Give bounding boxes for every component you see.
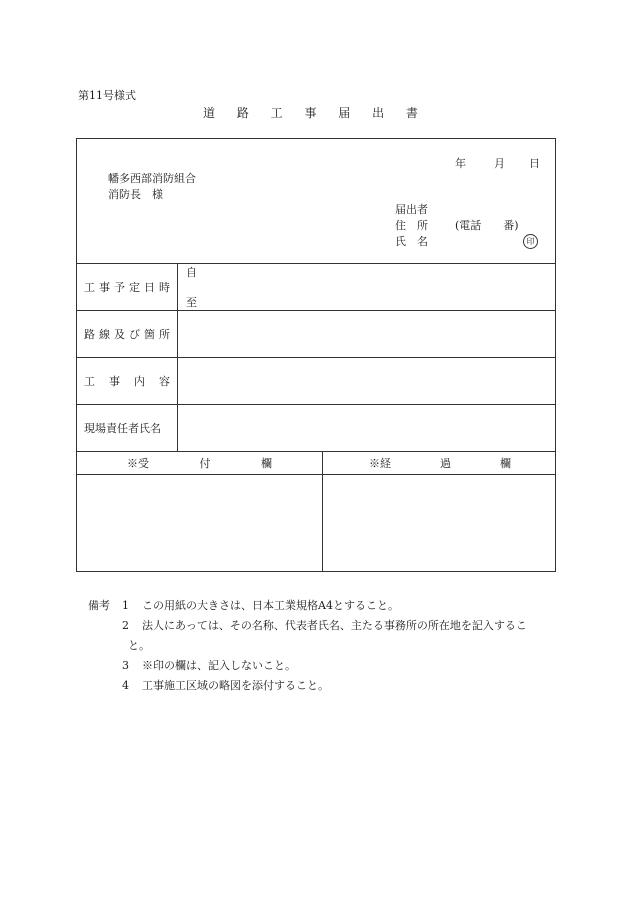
date-year-label: 年 xyxy=(455,157,466,170)
divider xyxy=(177,263,178,451)
date-month-label: 月 xyxy=(494,157,505,170)
row-label-work-content: 工 事 内 容 xyxy=(84,375,170,388)
note-number: 1 xyxy=(122,599,129,612)
note-number: 3 xyxy=(122,659,129,672)
note-text-continuation: と。 xyxy=(128,639,150,652)
divider xyxy=(77,474,555,475)
notifier-phone-label: (電話 番) xyxy=(455,219,519,232)
row-label-site-manager: 現場責任者氏名 xyxy=(84,422,161,435)
notes-heading: 備考 xyxy=(88,599,110,612)
divider xyxy=(77,451,555,452)
reception-column-header: ※受 付 欄 xyxy=(127,457,272,470)
seal-mark: 印 xyxy=(523,234,538,249)
addressee-organization: 幡多西部消防組合 xyxy=(108,172,196,185)
note-text: ※印の欄は、記入しないこと。 xyxy=(142,659,296,672)
progress-column-header: ※経 過 欄 xyxy=(369,457,511,470)
note-number: 2 xyxy=(122,619,129,632)
divider xyxy=(77,404,555,405)
to-label: 至 xyxy=(186,296,197,309)
note-number: 4 xyxy=(122,679,129,692)
divider xyxy=(77,263,555,264)
note-text: この用紙の大きさは、日本工業規格A4とすること。 xyxy=(142,599,399,612)
notification-form xyxy=(76,138,556,572)
notes-section xyxy=(88,596,527,696)
notifier-name-label: 氏 名 xyxy=(395,235,428,248)
form-number: 第11号様式 xyxy=(78,89,136,102)
row-label-route-location: 路 線 及 び 箇 所 xyxy=(84,328,170,341)
note-text: 法人にあっては、その名称、代表者氏名、主たる事務所の所在地を記入するこ xyxy=(142,619,527,632)
divider xyxy=(77,310,555,311)
row-label-schedule: 工 事 予 定 日 時 xyxy=(84,281,170,294)
notifier-address-label: 住 所 xyxy=(395,219,428,232)
divider xyxy=(322,451,323,572)
note-text: 工事施工区域の略図を添付すること。 xyxy=(142,679,329,692)
notifier-heading: 届出者 xyxy=(395,203,428,216)
from-label: 自 xyxy=(186,266,197,279)
divider xyxy=(77,357,555,358)
date-day-label: 日 xyxy=(529,157,540,170)
addressee-title: 消防長 様 xyxy=(108,188,163,201)
document-title: 道 路 工 事 届 出 書 xyxy=(203,106,427,120)
